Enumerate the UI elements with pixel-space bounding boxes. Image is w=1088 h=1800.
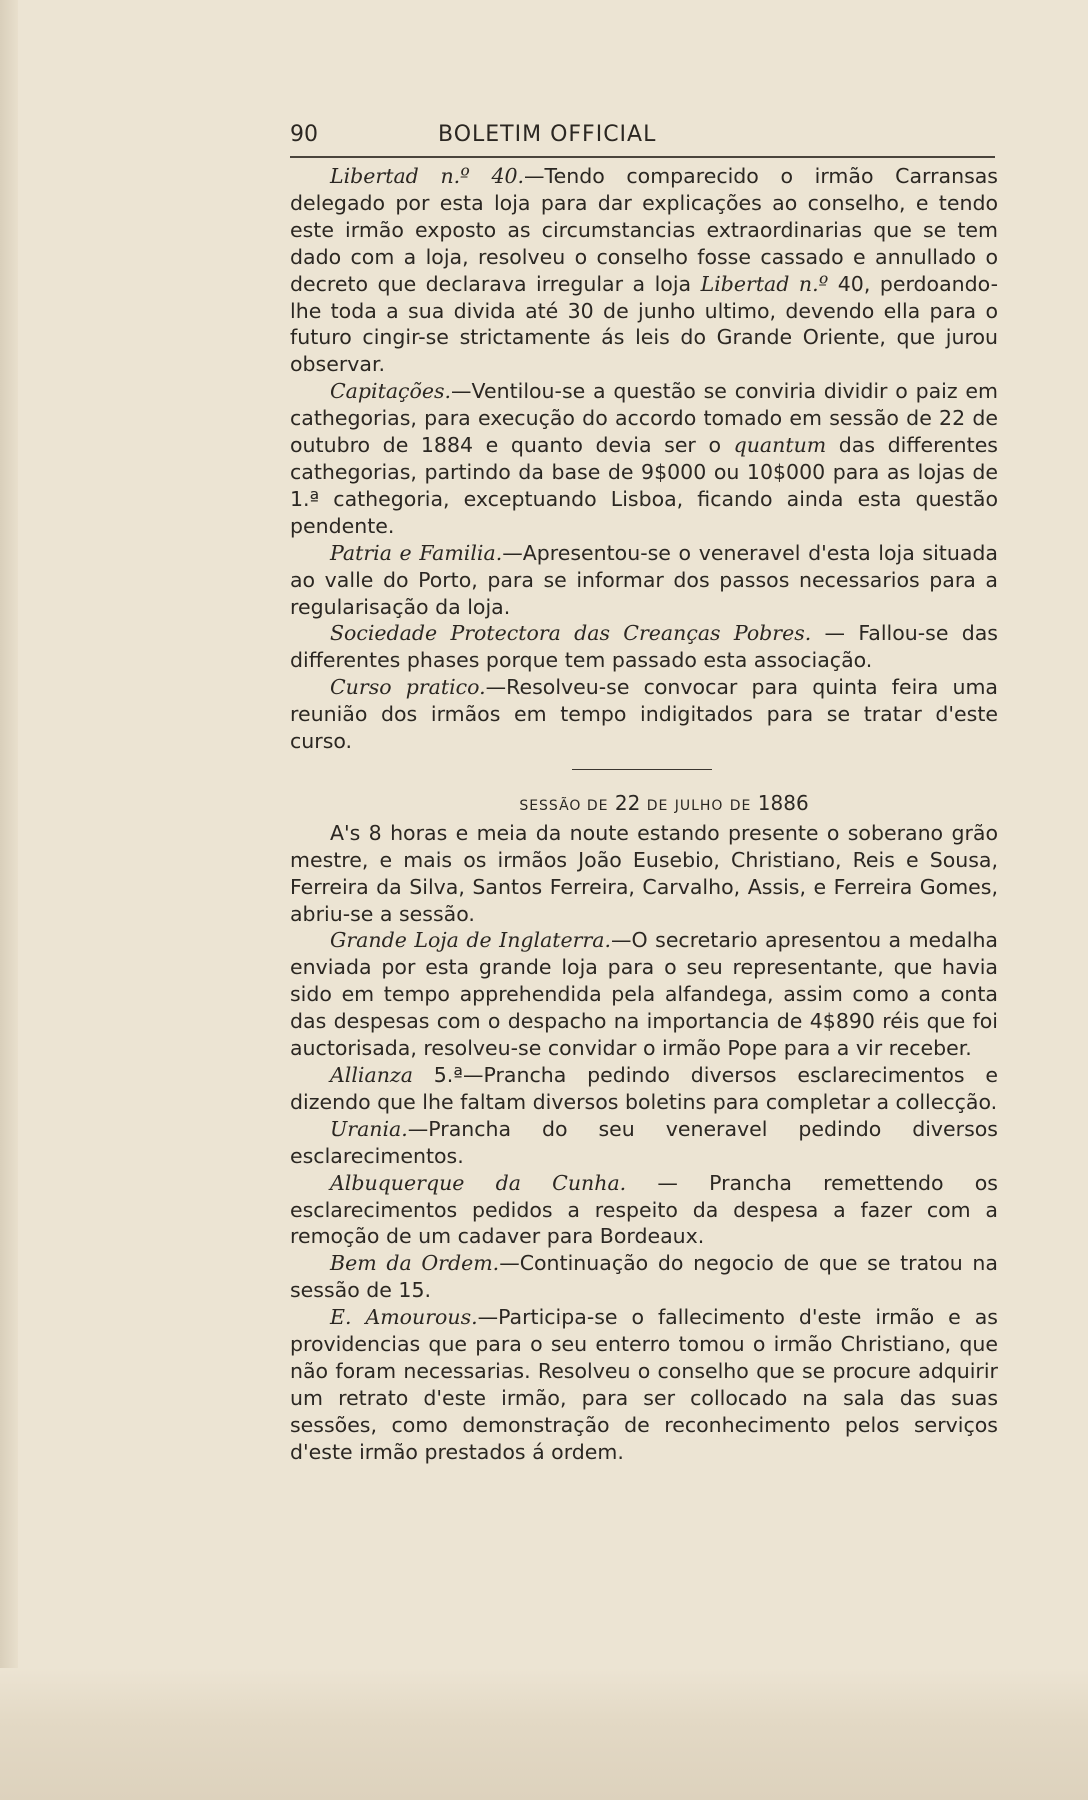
- heading-month: JULHO: [674, 797, 724, 814]
- paragraph-title: Libertad n.º 40.: [330, 164, 525, 188]
- paragraph-body: —Participa-se o fallecimento d'este irmão e as providencias que para o seu enterro tomou o irmão Christiano, que não foram necessarias. Resolveu o conselho que se procure adquirir um retrato d'este irmão, para ser collocado na sala das suas sessões, como demonstração de reconhecimento pelos serviços d'este irmão prestados á ordem.: [290, 1305, 998, 1464]
- section-divider: [572, 769, 712, 770]
- paragraph-title: Grande Loja de Inglaterra.: [330, 928, 612, 953]
- paragraph-bem-da-ordem: [290, 1250, 998, 1304]
- paragraph-body-cont: 40, perdoando-lhe toda a sua divida até 30 de junho ultimo, devendo ella para o futuro cingir-se strictamente ás leis do Grande Oriente, que jurou observar.: [290, 271, 998, 377]
- paragraph-title: Curso pratico.: [330, 675, 486, 700]
- paragraph-body: — Fallou-se das differentes phases porque tem passado esta associação.: [290, 621, 998, 673]
- paragraph-title: Albuquerque da Cunha.: [330, 1170, 627, 1195]
- heading-word: DE: [646, 797, 669, 814]
- paragraph-title: Sociedade Protectora das Creanças Pobres.: [330, 621, 812, 646]
- paragraph-title: Patria e Familia.: [330, 540, 503, 565]
- page-number: 90: [290, 122, 318, 147]
- page-left-edge: [0, 0, 18, 1800]
- paragraph-body: —Continuação do negocio de que se tratou na sessão de 15.: [290, 1251, 998, 1303]
- paragraph-title: Urania.: [330, 1116, 408, 1141]
- paragraph-curso-pratico: [290, 674, 998, 755]
- paragraph-urania: [290, 1116, 998, 1170]
- paragraph-session-intro: A's 8 horas e meia da noute estando presente o soberano grão mestre, e mais os irmãos João Eusebio, Christiano, Reis e Sousa, Ferreira da Silva, Santos Ferreira, Carvalho, Assis, e Ferreira Gomes, abriu-se a sessão.: [290, 820, 998, 926]
- inline-italic: quantum: [733, 433, 827, 458]
- paragraph-title: Bem da Ordem.: [330, 1251, 500, 1276]
- paragraph-body: —O secretario apresentou a medalha enviada por esta grande loja para o seu representante, que havia sido em tempo apprehendida pela alfandega, assim como a conta das despesas com o despacho na importancia de 4$890 réis que foi auctorisada, resolveu-se convidar o irmão Pope para a vir receber.: [290, 928, 998, 1061]
- paragraph-title: Capitações.: [330, 379, 452, 404]
- heading-year: 1886: [757, 790, 809, 815]
- paragraph-title: Allianza: [330, 1063, 413, 1087]
- paragraph-capitacoes: [290, 378, 998, 539]
- inline-italic: Libertad n.º: [700, 271, 829, 296]
- paragraph-body-cont: das differentes cathegorias, partindo da base de 9$000 ou 10$000 para as lojas de 1.ª cathegoria, exceptuando Lisboa, ficando ainda esta questão pendente.: [290, 433, 998, 538]
- paragraph-grande-loja: [290, 927, 998, 1062]
- paragraph-title-number: 5.ª: [412, 1063, 463, 1087]
- heading-word: DE: [729, 797, 752, 814]
- heading-word: SESSÃO DE: [519, 797, 609, 814]
- running-title: BOLETIM OFFICIAL: [438, 122, 657, 147]
- paragraph-title: E. Amourous.: [330, 1305, 478, 1330]
- paragraph-body: —Apresentou-se o veneravel d'esta loja situada ao valle do Porto, para se informar dos passos necessarios para a regularisação da loja.: [290, 540, 998, 619]
- heading-day: 22: [614, 790, 641, 815]
- paragraph-body: —Ventilou-se a questão se conviria dividir o paiz em cathegorias, para execução do accordo tomado em sessão de 22 de outubro de 1884 e quanto devia ser o: [290, 379, 998, 458]
- session-heading: [290, 790, 998, 820]
- paragraph-amourous: [290, 1304, 998, 1465]
- page-header: [290, 118, 995, 152]
- paragraph-patria-familia: [290, 540, 998, 621]
- paragraph-allianza: [290, 1062, 998, 1116]
- paragraph-body: —Resolveu-se convocar para quinta feira uma reunião dos irmãos em tempo indigitados para se tratar d'este curso.: [290, 675, 998, 754]
- paragraph-albuquerque: [290, 1170, 998, 1251]
- page-bottom-area: [0, 1668, 1088, 1800]
- paragraph-body: — Prancha remettendo os esclarecimentos pedidos a respeito da despesa a fazer com a remoção de um cadaver para Bordeaux.: [290, 1170, 998, 1249]
- paragraph-sociedade-protectora: [290, 620, 998, 674]
- paragraph-libertad: [290, 163, 998, 378]
- header-rule: [290, 156, 995, 158]
- paragraph-body: —Tendo comparecido o irmão Carransas delegado por esta loja para dar explicações ao conselho, e tendo este irmão exposto as circumstancias extraordinarias que se tem dado com a loja, resolveu o conselho fosse cassado e annullado o decreto que declarava irregular a loja: [290, 164, 998, 296]
- paragraph-body: —Prancha do seu veneravel pedindo diversos esclarecimentos.: [290, 1116, 998, 1168]
- paragraph-body: —Prancha pedindo diversos esclarecimentos e dizendo que lhe faltam diversos boletins para completar a collecção.: [290, 1063, 998, 1114]
- body-text: [290, 163, 998, 1466]
